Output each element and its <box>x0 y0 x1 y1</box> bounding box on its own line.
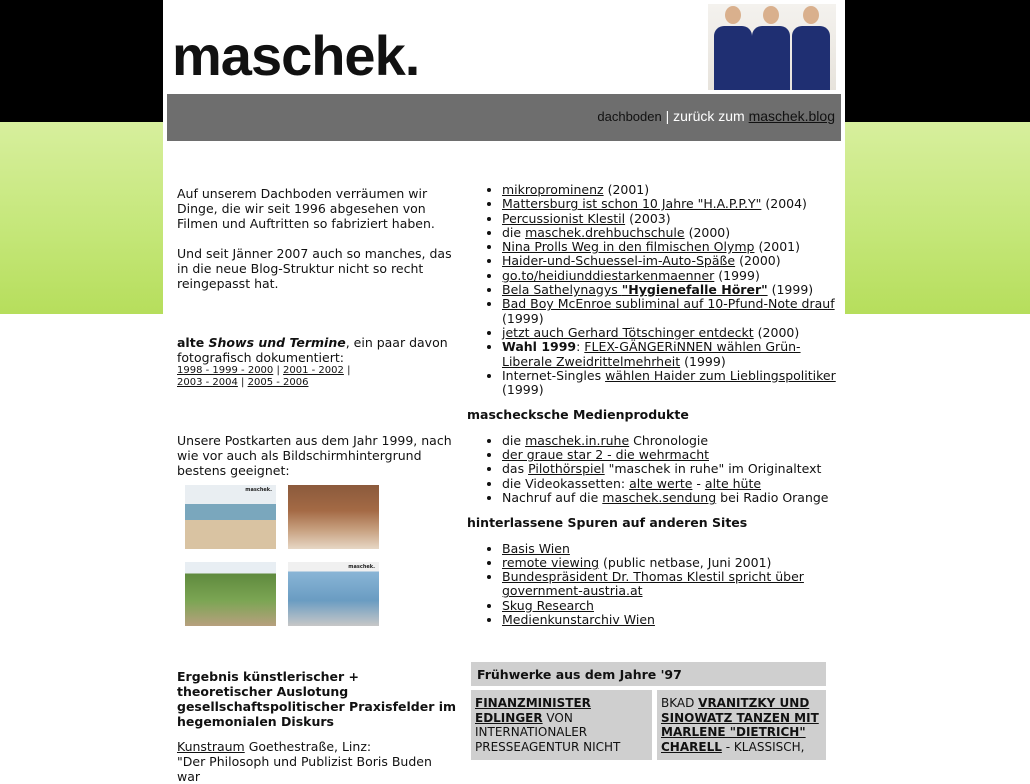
shows-link-1998[interactable]: 1998 - 1999 - 2000 <box>177 365 274 376</box>
dachboden-list <box>467 183 837 397</box>
shows-link-2003[interactable]: 2003 - 2004 <box>177 377 238 388</box>
list-item: • Haider-und-Schuessel-im-Auto-Späße (2000) <box>502 254 837 268</box>
left-bottom <box>177 669 457 784</box>
page-content <box>163 0 845 784</box>
list-item: • die maschek.drehbuchschule (2000) <box>502 226 837 240</box>
medien-heading: maschecksche Medienprodukte <box>467 407 689 423</box>
list-item: • Bela Sathelynagys "Hygienefalle Hörer" (1999) <box>502 283 837 297</box>
medien-list <box>467 434 837 505</box>
shows-link-2001[interactable]: 2001 - 2002 <box>283 365 344 376</box>
shows-link-2005[interactable]: 2005 - 2006 <box>247 377 309 388</box>
postcard-thumb-dinner[interactable] <box>288 485 379 549</box>
spuren-heading: hinterlassene Spuren auf anderen Sites <box>467 515 748 531</box>
list-item: • Percussionist Klestil (2003) <box>502 212 837 226</box>
list-item: • die Videokassetten: alte werte - alte hüte <box>502 477 837 491</box>
nav-blog-link[interactable]: maschek.blog <box>748 108 835 124</box>
person-figure <box>714 6 752 90</box>
fruehwerke-title: Frühwerke aus dem Jahre '97 <box>471 662 826 686</box>
shows-text: alte Shows und Termine, ein paar davon fotografisch dokumentiert: <box>177 335 448 365</box>
list-item: • Wahl 1999: FLEX-GÄNGERiNNEN wählen Grün-Liberale Zweidrittelmehrheit (1999) <box>502 340 837 369</box>
list-item: • Mattersburg ist schon 10 Jahre "H.A.P.P.Y" (2004) <box>502 197 837 211</box>
list-item: • Bad Boy McEnroe subliminal auf 10-Pfund-Note drauf (1999) <box>502 297 837 326</box>
site-logo: maschek. <box>172 24 420 87</box>
postcards-text: Unsere Postkarten aus dem Jahr 1999, nach wie vor auch als Bildschirmhintergrund bestens geeignet: <box>177 433 452 478</box>
fruehwerke-link-1[interactable]: FINANZMINISTER EDLINGER <box>475 696 591 725</box>
quote-text: "Der Philosoph und Publizist Boris Buden war <box>177 754 432 784</box>
postcard-thumb-diver[interactable] <box>288 562 379 626</box>
right-column <box>467 183 837 627</box>
list-item: • jetzt auch Gerhard Tötschinger entdeckt (2000) <box>502 326 837 340</box>
nav-dachboden: dachboden <box>597 109 662 124</box>
list-item: • das Pilothörspiel "maschek in ruhe" im Originaltext <box>502 462 837 476</box>
postcard-label: maschek. <box>348 564 375 570</box>
fruehwerke-box-1: FINANZMINISTER EDLINGER VON INTERNATIONALER PRESSEAGENTUR NICHT <box>471 690 652 760</box>
shows-links: 1998 - 1999 - 2000 | 2001 - 2002 | 2003 - 2004 | 2005 - 2006 <box>177 365 351 388</box>
spuren-list <box>467 542 837 628</box>
list-item: • Nina Prolls Weg in den filmischen Olymp (2001) <box>502 240 837 254</box>
fruehwerke-link-2[interactable]: VRANITZKY UND SINOWATZ TANZEN MIT MARLENE "DIETRICH" CHARELL <box>661 696 819 754</box>
postcard-thumb-beach[interactable] <box>185 485 276 549</box>
list-item: • Medienkunstarchiv Wien <box>502 613 837 627</box>
nav-links <box>597 108 835 124</box>
list-item: • Basis Wien <box>502 542 837 556</box>
nav-separator: | zurück zum <box>661 108 749 124</box>
intro-text-1: Auf unserem Dachboden verräumen wir Dinge, die wir seit 1996 abgesehen von Filmen und Auftritten so fabriziert haben. <box>177 186 435 231</box>
left-column <box>177 186 457 478</box>
postcard-thumb-garden[interactable] <box>185 562 276 626</box>
header-photo <box>708 4 836 90</box>
list-item: • Bundespräsident Dr. Thomas Klestil spricht über government-austria.at <box>502 570 837 599</box>
postcard-label: maschek. <box>245 487 272 493</box>
list-item: • go.to/heidiunddiestarkenmaenner (1999) <box>502 269 837 283</box>
person-figure <box>752 6 790 90</box>
list-item: • die maschek.in.ruhe Chronologie <box>502 434 837 448</box>
person-figure <box>792 6 830 90</box>
intro-text-2: Und seit Jänner 2007 auch so manches, das in die neue Blog-Struktur nicht so recht reingepasst hat. <box>177 246 452 291</box>
kunstraum-link[interactable]: Kunstraum <box>177 739 245 754</box>
fruehwerke-box-2: BKAD VRANITZKY UND SINOWATZ TANZEN MIT MARLENE "DIETRICH" CHARELL - KLASSISCH, <box>657 690 826 760</box>
list-item: • der graue star 2 - die wehrmacht <box>502 448 837 462</box>
list-item: • Skug Research <box>502 599 837 613</box>
list-item: • Internet-Singles wählen Haider zum Lieblingspolitiker (1999) <box>502 369 837 398</box>
ergebnis-text: Ergebnis künstlerischer + theoretischer Auslotung gesellschaftspolitischer Praxisfelder im hegemonialen Diskurs <box>177 669 457 729</box>
list-item: • mikroprominenz (2001) <box>502 183 837 197</box>
kunstraum-line: Kunstraum Goethestraße, Linz: <box>177 739 372 754</box>
list-item: • Nachruf auf die maschek.sendung bei Radio Orange <box>502 491 837 505</box>
list-item: • remote viewing (public netbase, Juni 2001) <box>502 556 837 570</box>
nav-bar <box>167 94 841 141</box>
